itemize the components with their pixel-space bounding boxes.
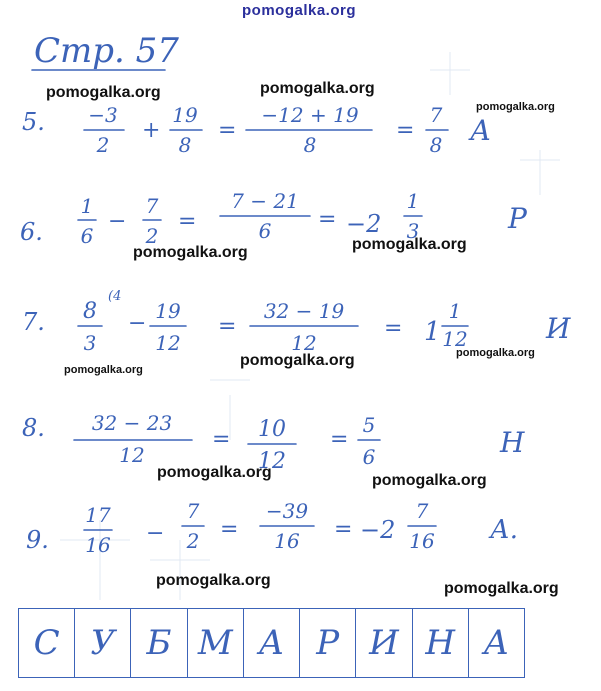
equals-sign: = bbox=[178, 209, 197, 234]
watermark: pomogalka.org bbox=[64, 364, 143, 376]
equals-sign: = bbox=[318, 207, 337, 232]
task-number: 7. bbox=[22, 308, 45, 336]
operator: − bbox=[146, 521, 165, 546]
watermark: pomogalka.org bbox=[456, 347, 535, 359]
answer-cell: А bbox=[483, 623, 510, 663]
answer-cell: Б bbox=[131, 609, 187, 677]
fraction-numerator: −3 bbox=[88, 103, 118, 127]
answer-cell: С bbox=[19, 609, 75, 677]
result-numerator: 7 bbox=[415, 499, 429, 523]
fraction-denominator: 6 bbox=[80, 224, 94, 248]
equals-sign: = bbox=[218, 118, 237, 143]
fraction-numerator: 19 bbox=[172, 103, 198, 127]
task-number: 6. bbox=[20, 218, 43, 246]
fraction-numerator: −39 bbox=[265, 499, 309, 523]
task-8 bbox=[22, 411, 525, 474]
fraction-numerator: 17 bbox=[85, 503, 111, 527]
answer-letter: А. bbox=[490, 515, 518, 545]
result-numerator: 1 bbox=[406, 189, 420, 213]
operator: − bbox=[108, 209, 127, 234]
fraction-numerator: 7 bbox=[145, 194, 159, 218]
answer-cell: У bbox=[75, 609, 131, 677]
equals-sign: = bbox=[220, 517, 239, 542]
fraction-denominator: 12 bbox=[291, 331, 317, 355]
fraction-numerator: 7 − 21 bbox=[231, 189, 299, 213]
operator: + bbox=[142, 118, 161, 143]
fraction-denominator: 6 bbox=[258, 219, 272, 243]
watermark: pomogalka.org bbox=[157, 464, 272, 481]
page-heading: Стр. 57 bbox=[34, 31, 179, 71]
result-denominator: 16 bbox=[409, 529, 435, 553]
result-numerator: 5 bbox=[362, 413, 376, 437]
watermark: pomogalka.org bbox=[476, 101, 555, 113]
task-number: 8. bbox=[22, 414, 45, 442]
task-7 bbox=[22, 289, 571, 355]
fraction-denominator: 12 bbox=[155, 331, 181, 355]
watermark: pomogalka.org bbox=[352, 236, 467, 253]
fraction-denominator: 2 bbox=[96, 133, 110, 157]
fraction-denominator: 8 bbox=[303, 133, 317, 157]
fraction-denominator: 2 bbox=[186, 529, 200, 553]
fraction-denominator: 12 bbox=[258, 449, 286, 474]
fraction-denominator: 12 bbox=[119, 443, 145, 467]
task-number: 9. bbox=[26, 526, 49, 554]
answer-cell: А bbox=[244, 609, 300, 677]
watermark: pomogalka.org bbox=[240, 352, 355, 369]
fraction-numerator: 32 − 23 bbox=[91, 411, 173, 435]
result-whole: −2 bbox=[360, 516, 396, 544]
result-denominator: 6 bbox=[362, 445, 376, 469]
fraction-numerator: 10 bbox=[258, 417, 286, 442]
answer-cell: М bbox=[188, 609, 244, 677]
task-number: 5. bbox=[22, 108, 45, 136]
answer-letter: Н bbox=[500, 426, 525, 459]
fraction-numerator: 7 bbox=[186, 499, 200, 523]
fraction-denominator: 16 bbox=[274, 529, 300, 553]
result-whole: 1 bbox=[424, 317, 441, 347]
operator: − bbox=[128, 311, 147, 336]
result-denominator: 12 bbox=[442, 327, 468, 351]
equals-sign: = bbox=[396, 118, 415, 143]
watermark: pomogalka.org bbox=[260, 80, 375, 97]
result-denominator: 3 bbox=[406, 219, 420, 243]
answer-word-grid bbox=[18, 608, 525, 678]
result-denominator: 8 bbox=[429, 133, 443, 157]
fraction-denominator: 2 bbox=[145, 224, 159, 248]
equals-sign: = bbox=[330, 427, 349, 452]
fraction-numerator: 8 bbox=[83, 299, 97, 324]
answer-cell: И bbox=[356, 609, 412, 677]
answer-letter: Р bbox=[508, 202, 527, 235]
fraction-denominator: 16 bbox=[85, 533, 111, 557]
fraction-extension-factor: (4 bbox=[108, 289, 122, 304]
result-numerator: 7 bbox=[429, 103, 443, 127]
fraction-numerator: 1 bbox=[80, 194, 94, 218]
result-numerator: 1 bbox=[448, 299, 462, 323]
watermark-top: pomogalka.org bbox=[242, 2, 357, 19]
watermark: pomogalka.org bbox=[372, 472, 487, 489]
result-whole: −2 bbox=[346, 210, 382, 238]
fraction-denominator: 8 bbox=[178, 133, 192, 157]
answer-letter: А bbox=[470, 114, 492, 147]
equals-sign: = bbox=[218, 314, 237, 339]
fraction-numerator: 32 − 19 bbox=[263, 299, 345, 323]
answer-letter: И bbox=[546, 312, 571, 345]
task-5 bbox=[22, 103, 491, 157]
fraction-denominator: 3 bbox=[83, 331, 97, 355]
answer-cell: Р bbox=[300, 609, 356, 677]
watermark: pomogalka.org bbox=[46, 84, 161, 101]
fraction-numerator: −12 + 19 bbox=[261, 103, 359, 127]
watermark: pomogalka.org bbox=[156, 572, 271, 589]
fraction-numerator: 19 bbox=[155, 299, 181, 323]
equals-sign: = bbox=[212, 427, 231, 452]
equals-sign: = bbox=[384, 316, 403, 341]
equals-sign: = bbox=[334, 517, 353, 542]
answer-cell: Н bbox=[413, 609, 469, 677]
watermark: pomogalka.org bbox=[133, 244, 248, 261]
watermark: pomogalka.org bbox=[444, 580, 559, 597]
